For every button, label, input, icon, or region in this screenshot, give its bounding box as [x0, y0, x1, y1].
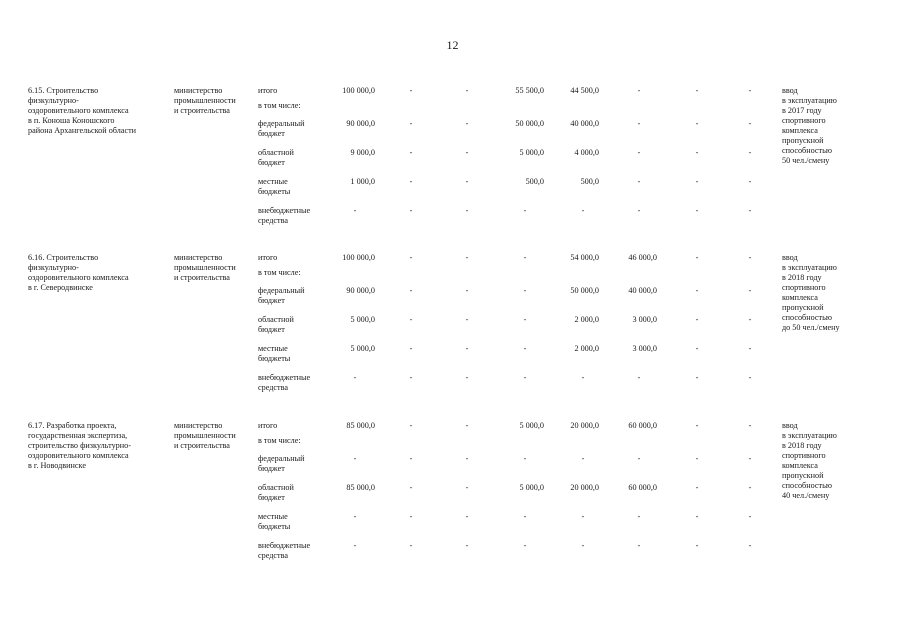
- funding-value: -: [748, 421, 752, 430]
- executor: и строительства: [174, 441, 230, 450]
- funding-value: 3 000,0: [632, 344, 657, 353]
- funding-value: 3 000,0: [632, 315, 657, 324]
- funding-value: -: [353, 541, 357, 550]
- funding-value: -: [465, 253, 469, 262]
- funding-source: средства: [258, 383, 289, 392]
- funding-source: в том числе:: [258, 101, 301, 110]
- funding-value: 85 000,0: [346, 483, 375, 492]
- funding-source: средства: [258, 551, 289, 560]
- funding-value: -: [409, 148, 413, 157]
- funding-value: -: [409, 206, 413, 215]
- expected-result: в эксплуатацию: [782, 96, 837, 105]
- funding-value: -: [409, 315, 413, 324]
- funding-value: -: [409, 86, 413, 95]
- event-title: оздоровительного комплекса: [28, 273, 129, 282]
- funding-source: областной: [258, 315, 294, 324]
- funding-value: 85 000,0: [346, 421, 375, 430]
- funding-value: -: [523, 253, 527, 262]
- funding-value: -: [748, 206, 752, 215]
- funding-value: 46 000,0: [628, 253, 657, 262]
- funding-value: -: [409, 541, 413, 550]
- expected-result: ввод: [782, 421, 798, 430]
- funding-source: в том числе:: [258, 268, 301, 277]
- funding-value: -: [748, 512, 752, 521]
- funding-source: бюджет: [258, 464, 285, 473]
- funding-value: -: [353, 454, 357, 463]
- funding-value: -: [409, 344, 413, 353]
- funding-value: -: [409, 286, 413, 295]
- funding-value: -: [409, 421, 413, 430]
- funding-value: -: [637, 148, 641, 157]
- funding-value: 4 000,0: [574, 148, 599, 157]
- funding-value: -: [748, 253, 752, 262]
- executor: промышленности: [174, 263, 236, 272]
- funding-value: -: [695, 373, 699, 382]
- expected-result: способностью: [782, 313, 832, 322]
- expected-result: спортивного: [782, 116, 826, 125]
- funding-value: -: [523, 315, 527, 324]
- expected-result: 50 чел./смену: [782, 156, 830, 165]
- funding-value: -: [353, 373, 357, 382]
- funding-value: 60 000,0: [628, 483, 657, 492]
- expected-result: комплекса: [782, 293, 818, 302]
- funding-value: -: [637, 119, 641, 128]
- funding-value: 5 000,0: [519, 483, 544, 492]
- funding-value: -: [748, 177, 752, 186]
- expected-result: ввод: [782, 253, 798, 262]
- funding-value: 90 000,0: [346, 119, 375, 128]
- funding-value: -: [581, 206, 585, 215]
- funding-source: бюджеты: [258, 522, 291, 531]
- funding-value: 100 000,0: [342, 86, 375, 95]
- event-title: оздоровительного комплекса: [28, 106, 129, 115]
- funding-value: -: [748, 373, 752, 382]
- funding-value: -: [409, 454, 413, 463]
- funding-value: -: [748, 541, 752, 550]
- funding-value: 60 000,0: [628, 421, 657, 430]
- funding-value: 5 000,0: [519, 421, 544, 430]
- expected-result: спортивного: [782, 451, 826, 460]
- funding-value: -: [465, 177, 469, 186]
- funding-value: -: [465, 206, 469, 215]
- funding-value: -: [695, 344, 699, 353]
- funding-value: -: [637, 454, 641, 463]
- funding-value: 5 000,0: [350, 315, 375, 324]
- funding-value: -: [353, 512, 357, 521]
- funding-value: -: [695, 286, 699, 295]
- funding-source: областной: [258, 148, 294, 157]
- funding-value: -: [695, 148, 699, 157]
- expected-result: ввод: [782, 86, 798, 95]
- funding-value: -: [409, 512, 413, 521]
- funding-value: -: [523, 286, 527, 295]
- funding-source: итого: [258, 421, 278, 430]
- funding-value: -: [695, 483, 699, 492]
- funding-source: бюджет: [258, 129, 285, 138]
- funding-value: -: [523, 373, 527, 382]
- funding-value: -: [695, 541, 699, 550]
- executor: министерство: [174, 86, 223, 95]
- funding-value: 40 000,0: [628, 286, 657, 295]
- funding-value: -: [695, 119, 699, 128]
- funding-value: 50 000,0: [515, 119, 544, 128]
- funding-value: -: [637, 177, 641, 186]
- expected-result: пропускной: [782, 136, 824, 145]
- funding-source: местные: [258, 177, 288, 186]
- event-title: физкультурно-: [28, 263, 79, 272]
- funding-value: -: [465, 421, 469, 430]
- funding-value: -: [465, 541, 469, 550]
- executor: министерство: [174, 253, 223, 262]
- funding-value: -: [409, 253, 413, 262]
- funding-value: 20 000,0: [570, 483, 599, 492]
- expected-result: комплекса: [782, 461, 818, 470]
- funding-value: -: [523, 454, 527, 463]
- funding-value: 90 000,0: [346, 286, 375, 295]
- funding-value: -: [581, 454, 585, 463]
- funding-value: 500,0: [525, 177, 544, 186]
- event-title: 6.16. Строительство: [28, 253, 99, 262]
- expected-result: до 50 чел./смену: [782, 323, 840, 332]
- funding-source: внебюджетные: [258, 541, 311, 550]
- funding-value: -: [465, 344, 469, 353]
- funding-source: бюджеты: [258, 187, 291, 196]
- funding-source: итого: [258, 86, 278, 95]
- event-title: 6.15. Строительство: [28, 86, 99, 95]
- funding-source: средства: [258, 216, 289, 225]
- funding-value: -: [637, 373, 641, 382]
- funding-source: бюджет: [258, 158, 285, 167]
- funding-value: 44 500,0: [570, 86, 599, 95]
- funding-value: -: [465, 373, 469, 382]
- funding-value: -: [695, 206, 699, 215]
- expected-result: комплекса: [782, 126, 818, 135]
- funding-value: -: [409, 119, 413, 128]
- funding-value: -: [748, 315, 752, 324]
- funding-source: внебюджетные: [258, 373, 311, 382]
- expected-result: в эксплуатацию: [782, 431, 837, 440]
- expected-result: способностью: [782, 146, 832, 155]
- executor: и строительства: [174, 106, 230, 115]
- event-title: государственная экспертиза,: [28, 431, 128, 440]
- funding-value: 50 000,0: [570, 286, 599, 295]
- funding-value: -: [523, 512, 527, 521]
- funding-value: -: [581, 512, 585, 521]
- funding-value: 55 500,0: [515, 86, 544, 95]
- funding-source: федеральный: [258, 286, 305, 295]
- funding-value: -: [409, 373, 413, 382]
- funding-value: -: [695, 421, 699, 430]
- funding-value: -: [353, 206, 357, 215]
- funding-value: -: [523, 206, 527, 215]
- funding-source: в том числе:: [258, 436, 301, 445]
- event-title: физкультурно-: [28, 96, 79, 105]
- funding-value: -: [748, 286, 752, 295]
- executor: и строительства: [174, 273, 230, 282]
- event-title: оздоровительного комплекса: [28, 451, 129, 460]
- funding-value: -: [581, 541, 585, 550]
- event-title: в г. Новодвинске: [28, 461, 86, 470]
- table-row: [0, 86, 905, 236]
- funding-value: -: [695, 315, 699, 324]
- event-title: в г. Северодвинске: [28, 283, 93, 292]
- event-title: района Архангельской области: [28, 126, 137, 135]
- funding-value: -: [637, 541, 641, 550]
- table-row: [0, 421, 905, 571]
- event-title: в п. Коноша Коношского: [28, 116, 115, 125]
- funding-value: -: [523, 344, 527, 353]
- expected-result: в эксплуатацию: [782, 263, 837, 272]
- expected-result: в 2018 году: [782, 273, 822, 282]
- funding-value: -: [465, 86, 469, 95]
- funding-value: -: [748, 86, 752, 95]
- funding-value: -: [409, 177, 413, 186]
- funding-value: 100 000,0: [342, 253, 375, 262]
- funding-source: бюджеты: [258, 354, 291, 363]
- funding-value: -: [748, 344, 752, 353]
- funding-value: -: [695, 454, 699, 463]
- funding-source: местные: [258, 344, 288, 353]
- funding-source: итого: [258, 253, 278, 262]
- event-title: 6.17. Разработка проекта,: [28, 421, 117, 430]
- expected-result: 40 чел./смену: [782, 491, 830, 500]
- funding-source: бюджет: [258, 296, 285, 305]
- funding-value: -: [465, 119, 469, 128]
- funding-value: -: [637, 206, 641, 215]
- funding-value: 5 000,0: [519, 148, 544, 157]
- funding-value: 9 000,0: [350, 148, 375, 157]
- expected-result: пропускной: [782, 471, 824, 480]
- funding-value: 54 000,0: [570, 253, 599, 262]
- expected-result: в 2017 году: [782, 106, 822, 115]
- expected-result: в 2018 году: [782, 441, 822, 450]
- funding-value: 2 000,0: [574, 344, 599, 353]
- funding-value: -: [465, 454, 469, 463]
- funding-source: местные: [258, 512, 288, 521]
- funding-source: областной: [258, 483, 294, 492]
- funding-value: -: [695, 512, 699, 521]
- event-title: строительство физкультурно-: [28, 441, 131, 450]
- funding-value: -: [465, 286, 469, 295]
- funding-source: федеральный: [258, 119, 305, 128]
- funding-value: -: [465, 512, 469, 521]
- funding-value: -: [523, 541, 527, 550]
- funding-source: бюджет: [258, 493, 285, 502]
- executor: промышленности: [174, 431, 236, 440]
- page-number: 12: [446, 38, 459, 52]
- funding-value: -: [465, 315, 469, 324]
- expected-result: способностью: [782, 481, 832, 490]
- funding-value: 20 000,0: [570, 421, 599, 430]
- funding-value: 40 000,0: [570, 119, 599, 128]
- expected-result: пропускной: [782, 303, 824, 312]
- funding-source: внебюджетные: [258, 206, 311, 215]
- expected-result: спортивного: [782, 283, 826, 292]
- funding-value: -: [637, 512, 641, 521]
- funding-value: -: [695, 86, 699, 95]
- funding-value: -: [409, 483, 413, 492]
- table-row: [0, 253, 905, 403]
- executor: министерство: [174, 421, 223, 430]
- funding-value: 1 000,0: [350, 177, 375, 186]
- funding-value: -: [637, 86, 641, 95]
- funding-value: -: [465, 483, 469, 492]
- funding-value: -: [695, 253, 699, 262]
- funding-value: -: [581, 373, 585, 382]
- funding-value: -: [748, 119, 752, 128]
- funding-value: -: [465, 148, 469, 157]
- funding-value: 2 000,0: [574, 315, 599, 324]
- funding-value: -: [748, 148, 752, 157]
- funding-value: 500,0: [580, 177, 599, 186]
- executor: промышленности: [174, 96, 236, 105]
- funding-source: федеральный: [258, 454, 305, 463]
- funding-source: бюджет: [258, 325, 285, 334]
- funding-value: -: [748, 483, 752, 492]
- funding-value: -: [748, 454, 752, 463]
- funding-value: -: [695, 177, 699, 186]
- funding-value: 5 000,0: [350, 344, 375, 353]
